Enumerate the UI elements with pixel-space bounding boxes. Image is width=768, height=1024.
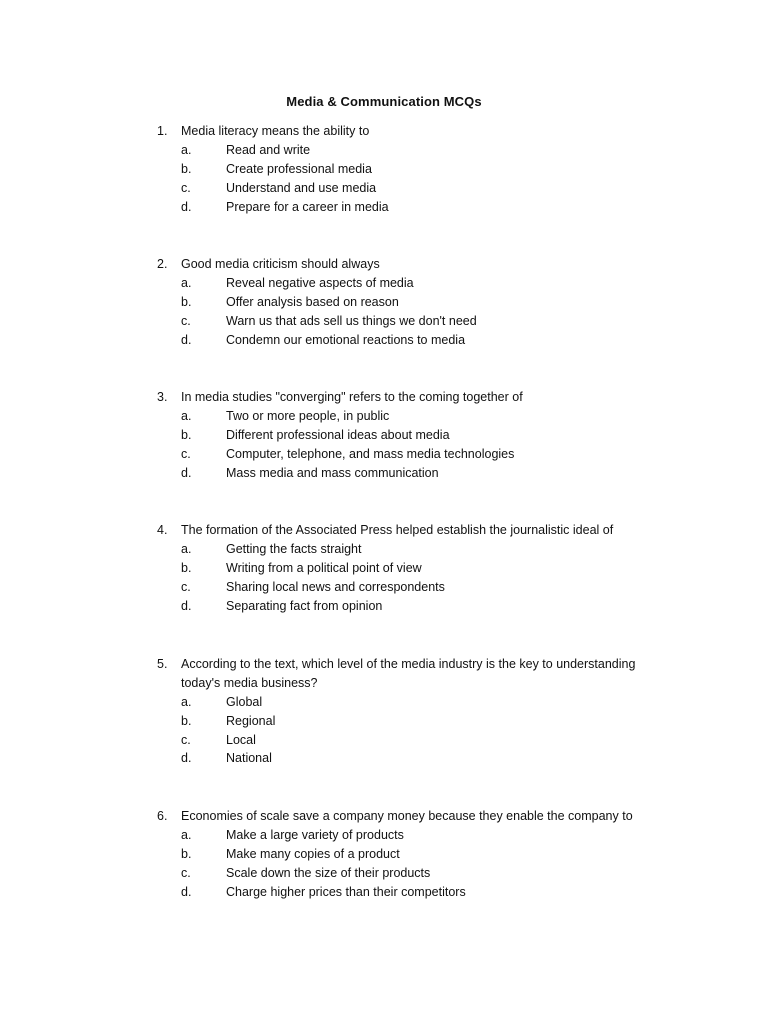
- question-4: [157, 521, 677, 615]
- option-letter: c.: [181, 180, 191, 195]
- option-text: Understand and use media: [226, 180, 377, 195]
- option-a: [157, 826, 677, 845]
- question-stem: [157, 255, 677, 274]
- question-text: Good media criticism should always: [181, 257, 380, 271]
- option-b: [157, 293, 677, 312]
- option-text: Make a large variety of products: [226, 827, 404, 842]
- option-letter: a.: [181, 408, 192, 423]
- option-text: Global: [226, 694, 263, 709]
- option-text: Computer, telephone, and mass media technologies: [226, 446, 515, 461]
- option-b: [157, 426, 677, 445]
- option-text: Prepare for a career in media: [226, 199, 389, 214]
- option-c: [157, 731, 677, 750]
- option-text: Different professional ideas about media: [226, 427, 450, 442]
- question-stem: [157, 521, 677, 540]
- option-text: Regional: [226, 713, 276, 728]
- option-text: Sharing local news and correspondents: [226, 579, 445, 594]
- option-d: [157, 883, 677, 902]
- option-b: [157, 160, 677, 179]
- question-5: [157, 655, 677, 768]
- option-letter: c.: [181, 865, 191, 880]
- option-text: Two or more people, in public: [226, 408, 390, 423]
- question-number: 1.: [157, 124, 168, 138]
- option-letter: a.: [181, 694, 192, 709]
- option-d: [157, 597, 677, 616]
- option-letter: d.: [181, 751, 192, 766]
- option-letter: d.: [181, 332, 192, 347]
- option-letter: b.: [181, 427, 192, 442]
- option-text: Scale down the size of their products: [226, 865, 431, 880]
- question-text: In media studies "converging" refers to the coming together of: [181, 390, 523, 404]
- question-6: [157, 807, 677, 901]
- option-letter: d.: [181, 598, 192, 613]
- option-text: Writing from a political point of view: [226, 560, 422, 575]
- option-letter: b.: [181, 161, 192, 176]
- option-a: [157, 693, 677, 712]
- option-d: [157, 198, 677, 217]
- option-a: [157, 141, 677, 160]
- option-text: Local: [226, 732, 256, 747]
- option-letter: a.: [181, 142, 192, 157]
- question-number: 4.: [157, 523, 168, 537]
- option-text: Offer analysis based on reason: [226, 294, 399, 309]
- option-text: Charge higher prices than their competitors: [226, 884, 466, 899]
- option-c: [157, 864, 677, 883]
- option-text: Getting the facts straight: [226, 541, 362, 556]
- option-letter: d.: [181, 884, 192, 899]
- question-stem: [157, 807, 677, 826]
- question-2: [157, 255, 677, 349]
- option-d: [157, 331, 677, 350]
- option-d: [157, 464, 677, 483]
- option-b: [157, 845, 677, 864]
- option-a: [157, 274, 677, 293]
- page-title: Media & Communication MCQs: [286, 94, 482, 109]
- question-stem: [157, 388, 677, 407]
- option-a: [157, 407, 677, 426]
- option-d: [157, 749, 677, 768]
- question-text: Media literacy means the ability to: [181, 124, 370, 138]
- option-letter: b.: [181, 294, 192, 309]
- question-number: 2.: [157, 257, 168, 271]
- option-text: Separating fact from opinion: [226, 598, 383, 613]
- question-text: Economies of scale save a company money because they enable the company to: [181, 809, 633, 823]
- option-letter: b.: [181, 846, 192, 861]
- question-stem: [157, 122, 677, 141]
- option-b: [157, 559, 677, 578]
- question-number: 5.: [157, 657, 168, 671]
- option-text: Reveal negative aspects of media: [226, 275, 414, 290]
- question-1: [157, 122, 677, 216]
- option-a: [157, 540, 677, 559]
- option-letter: a.: [181, 541, 192, 556]
- option-b: [157, 712, 677, 731]
- option-letter: c.: [181, 313, 191, 328]
- option-text: Condemn our emotional reactions to media: [226, 332, 466, 347]
- question-number: 6.: [157, 809, 168, 823]
- question-text: The formation of the Associated Press helped establish the journalistic ideal of: [181, 523, 614, 537]
- question-number: 3.: [157, 390, 168, 404]
- option-c: [157, 578, 677, 597]
- option-letter: d.: [181, 465, 192, 480]
- option-letter: c.: [181, 579, 191, 594]
- question-text: According to the text, which level of the media industry is the key to understanding today's media business?: [181, 657, 636, 690]
- option-letter: c.: [181, 732, 191, 747]
- option-letter: c.: [181, 446, 191, 461]
- option-c: [157, 312, 677, 331]
- option-letter: b.: [181, 713, 192, 728]
- question-3: [157, 388, 677, 482]
- option-text: National: [226, 751, 272, 766]
- question-stem: [157, 655, 677, 693]
- option-text: Make many copies of a product: [226, 846, 400, 861]
- option-letter: a.: [181, 827, 192, 842]
- option-text: Read and write: [226, 142, 311, 157]
- option-text: Create professional media: [226, 161, 372, 176]
- option-c: [157, 179, 677, 198]
- option-c: [157, 445, 677, 464]
- option-letter: a.: [181, 275, 192, 290]
- option-letter: d.: [181, 199, 192, 214]
- option-text: Mass media and mass communication: [226, 465, 439, 480]
- option-text: Warn us that ads sell us things we don't need: [226, 313, 477, 328]
- option-letter: b.: [181, 560, 192, 575]
